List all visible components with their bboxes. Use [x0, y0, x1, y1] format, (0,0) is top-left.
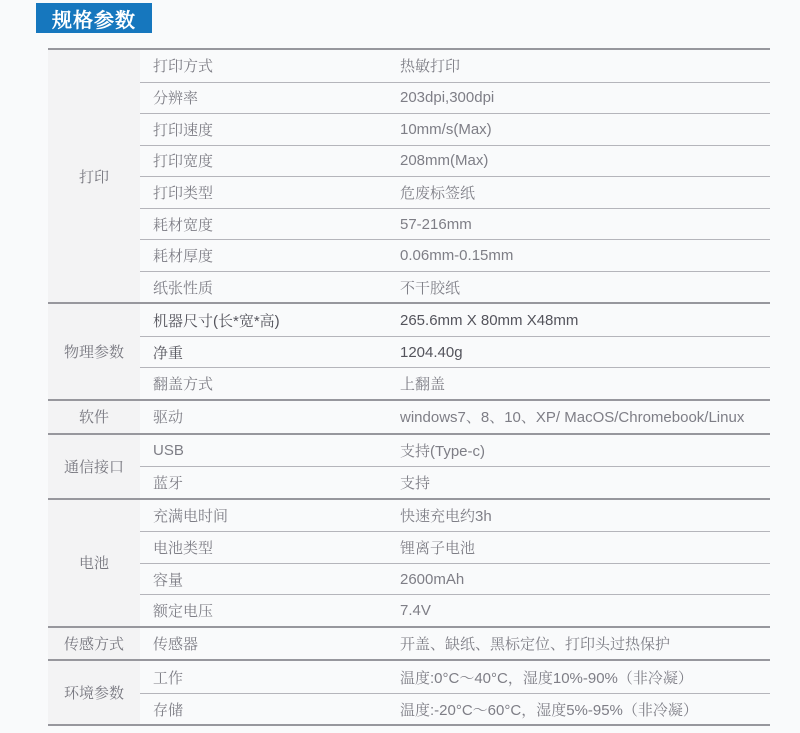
spec-value: 203dpi,300dpi	[400, 89, 495, 107]
spec-row	[140, 466, 770, 498]
spec-value: 1204.40g	[400, 343, 463, 361]
spec-row	[140, 563, 770, 595]
section-rows	[140, 50, 770, 302]
spec-value: 温度:0°C～40°C，湿度10%-90%（非冷凝）	[400, 669, 693, 687]
spec-value: 不干胶纸	[400, 279, 461, 297]
spec-label: 净重	[153, 344, 184, 362]
spec-value: 热敏打印	[400, 58, 461, 76]
spec-row	[140, 304, 770, 336]
spec-section	[48, 659, 770, 724]
spec-row	[140, 82, 770, 114]
spec-value: 0.06mm-0.15mm	[400, 247, 514, 265]
spec-label: 打印类型	[153, 184, 214, 202]
section-rows	[140, 435, 770, 498]
spec-row	[140, 401, 770, 433]
spec-row	[140, 661, 770, 693]
spec-row	[140, 531, 770, 563]
spec-value: 快速充电约3h	[400, 507, 492, 525]
spec-section	[48, 498, 770, 626]
spec-row	[140, 145, 770, 177]
category-label: 打印	[48, 50, 140, 302]
spec-label: 充满电时间	[153, 507, 229, 525]
spec-label: USB	[153, 441, 184, 459]
spec-label: 打印速度	[153, 121, 214, 139]
spec-section	[48, 399, 770, 433]
spec-section	[48, 48, 770, 302]
section-rows	[140, 628, 770, 660]
spec-row	[140, 336, 770, 368]
spec-value: 265.6mm X 80mm X48mm	[400, 311, 579, 329]
spec-row	[140, 208, 770, 240]
spec-value: 支持	[400, 474, 431, 492]
spec-label: 打印方式	[153, 58, 214, 76]
spec-row	[140, 594, 770, 626]
spec-value: 10mm/s(Max)	[400, 120, 492, 138]
spec-value: 208mm(Max)	[400, 152, 489, 170]
spec-section	[48, 433, 770, 498]
category-label: 物理参数	[48, 304, 140, 399]
spec-label: 容量	[153, 571, 184, 589]
spec-value: 57-216mm	[400, 215, 472, 233]
category-label: 环境参数	[48, 661, 140, 724]
category-label: 软件	[48, 401, 140, 433]
spec-label: 分辨率	[153, 90, 199, 108]
spec-value: windows7、8、10、XP/ MacOS/Chromebook/Linux	[400, 409, 745, 427]
spec-label: 驱动	[153, 409, 184, 427]
spec-value: 开盖、缺纸、黑标定位、打印头过热保护	[400, 636, 671, 654]
section-rows	[140, 304, 770, 399]
category-label: 传感方式	[48, 628, 140, 660]
spec-value: 7.4V	[400, 602, 431, 620]
spec-label: 机器尺寸(长*宽*高)	[153, 312, 280, 330]
spec-label: 传感器	[153, 636, 199, 654]
spec-row	[140, 367, 770, 399]
spec-value: 危废标签纸	[400, 184, 476, 202]
spec-row	[140, 113, 770, 145]
spec-row	[140, 500, 770, 532]
section-rows	[140, 401, 770, 433]
category-label: 通信接口	[48, 435, 140, 498]
spec-table	[48, 48, 770, 726]
spec-label: 蓝牙	[153, 474, 184, 492]
spec-label: 打印宽度	[153, 153, 214, 171]
spec-label: 翻盖方式	[153, 376, 214, 394]
spec-row	[140, 435, 770, 467]
spec-row	[140, 50, 770, 82]
spec-label: 耗材宽度	[153, 216, 214, 234]
spec-label: 电池类型	[153, 539, 214, 557]
spec-section	[48, 302, 770, 399]
spec-value: 上翻盖	[400, 376, 446, 394]
spec-section	[48, 626, 770, 660]
spec-label: 存储	[153, 701, 184, 719]
page-title: 规格参数	[36, 3, 152, 33]
spec-label: 工作	[153, 669, 184, 687]
spec-row	[140, 693, 770, 725]
spec-row	[140, 239, 770, 271]
spec-row	[140, 628, 770, 660]
category-label: 电池	[48, 500, 140, 626]
spec-label: 纸张性质	[153, 279, 214, 297]
spec-label: 耗材厚度	[153, 248, 214, 266]
spec-value: 支持(Type-c)	[400, 442, 486, 460]
spec-value: 2600mAh	[400, 570, 465, 588]
spec-row	[140, 271, 770, 303]
section-rows	[140, 500, 770, 626]
spec-label: 额定电压	[153, 603, 214, 621]
spec-row	[140, 176, 770, 208]
spec-value: 锂离子电池	[400, 539, 476, 557]
section-rows	[140, 661, 770, 724]
spec-value: 温度:-20°C～60°C，湿度5%-95%（非冷凝）	[400, 701, 698, 719]
